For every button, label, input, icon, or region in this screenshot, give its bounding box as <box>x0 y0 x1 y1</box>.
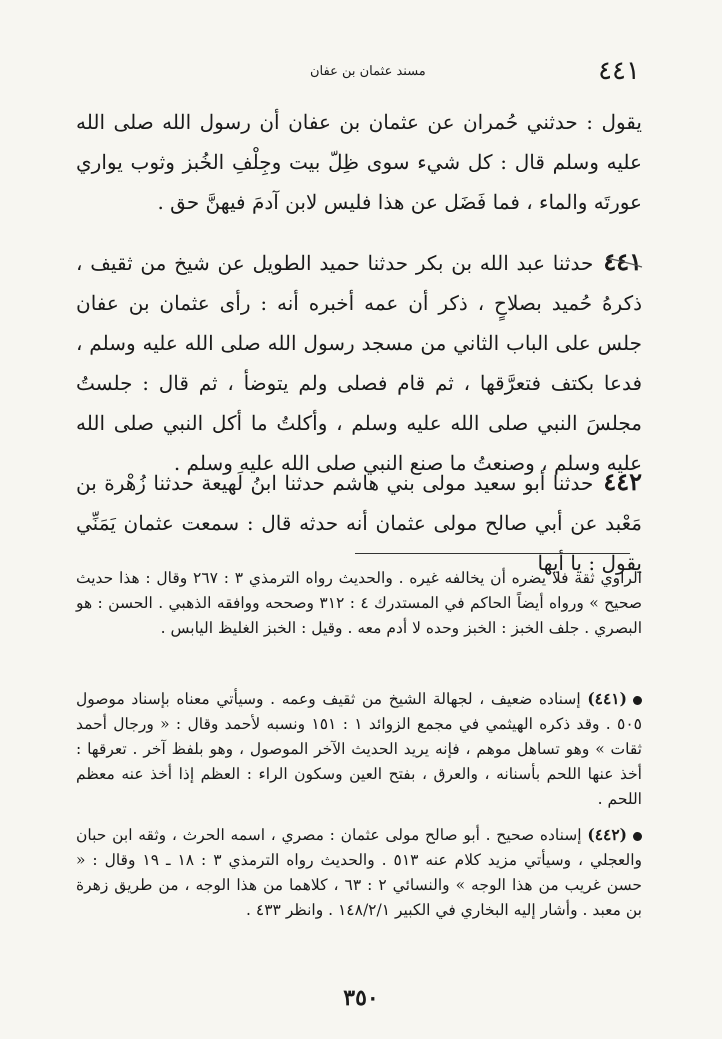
hadith-text: حدثنا عبد الله بن بكر حدثنا حميد الطويل عن شيخ من ثقيف ، ذكرهُ حُميد بصلاحٍ ، ذكر أن عمه أخبره أنه : رأى عثمان بن عفان جلس على الباب الثاني من مسجد رسول الله صلى الله عليه وسلم ، فدعا بكتف فتعرَّقها ، ثم قام فصلى ولم يتوضأ ، ثم قال : جلستُ مجلسَ النبي صلى الله عليه وسلم ، وأكلتُ ما أكل النبي صلى الله عليه وسلم ، وصنعتُ ما صنع النبي صلى الله عليه وسلم . <box>76 251 642 475</box>
page-footer-number: ٣٥٠ <box>343 985 379 1011</box>
footnote-number: (٤٤٢) <box>587 825 628 844</box>
footnote-441 <box>76 686 642 812</box>
page-header <box>80 56 640 86</box>
footnote-442 <box>76 822 642 923</box>
margin-mark-icon <box>604 255 644 269</box>
footnote-continued: الراوي ثقة فلا يضره أن يخالفه غيره . والحديث رواه الترمذي ٣ : ٢٦٧ وقال : هذا حديث صحيح » ورواه أيضاً الحاكم في المستدرك ٤ : ٣١٢ وصححه ووافقه الذهبي . الحسن : هو البصري . جلف الخبز : الخبز وحده لا أدم معه . وقيل : الخبز الغليظ اليابس . <box>76 569 642 637</box>
bullet-icon <box>633 696 642 705</box>
hadith-text-continued: يقول : حدثني حُمران عن عثمان بن عفان أن رسول الله صلى الله عليه وسلم قال : كل شيء سوى ظِلّ بيت وجِلْفِ الخُبز وثوب يواري عورتَه والماء ، فما فَضَل عن هذا فليس لابن آدمَ فيهنَّ حق . <box>76 110 642 214</box>
footnote-text: إسناده صحيح . أبو صالح مولى عثمان : مصري ، اسمه الحرث ، وثقه ابن حبان والعجلي ، وسيأتي مزيد كلام عنه ٥١٣ . والحديث رواه الترمذي ٣ : ١٨ ـ ١٩ وقال : « حسن غريب من هذا الوجه » والنسائي ٢ : ٦٣ ، كلاهما من هذا الوجه ، من طريق زهرة بن معبد . وأشار إليه البخاري في الكبير ١٤٨/٢/١ . وانظر ٤٣٣ . <box>76 826 643 919</box>
running-title: مسند عثمان بن عفان <box>310 64 426 79</box>
footnote-text: إسناده ضعيف ، لجهالة الشيخ من ثقيف وعمه . وسيأتي معناه بإسناد موصول ٥٠٥ . وقد ذكره الهيثمي في مجمع الزوائد ١ : ١٥١ ونسبه لأحمد وقال : « ورجال أحمد ثقات » وهو تساهل موهم ، فإنه يريد الحديث الآخر الموصول ، وهو بلفظ آخر . تعرقها : أخذ عنها اللحم بأسنانه ، والعرق ، بفتح العين وسكون الراء : العظم إذا أخذ عنه معظم اللحم . <box>76 690 643 808</box>
page-number: ٤٤١ <box>598 56 640 86</box>
footnote-number: (٤٤١) <box>587 689 627 708</box>
bullet-icon <box>633 832 642 841</box>
hadith-442 <box>76 462 642 583</box>
hadith-text: حدثنا أبو سعيد مولى بني هاشم حدثنا ابنُ لَهيعة حدثنا زُهْرة بن مَعْبد عن أبي صالح مولى عثمان أنه حدثه قال : سمعت عثمان يَمَنِّي يقول : يا أيها <box>76 471 642 575</box>
footnote-separator <box>355 553 630 554</box>
hadith-number: ٤٤٢ <box>603 467 642 496</box>
hadith-number: ٤٤١ <box>603 247 642 276</box>
hadith-441 <box>76 242 642 483</box>
